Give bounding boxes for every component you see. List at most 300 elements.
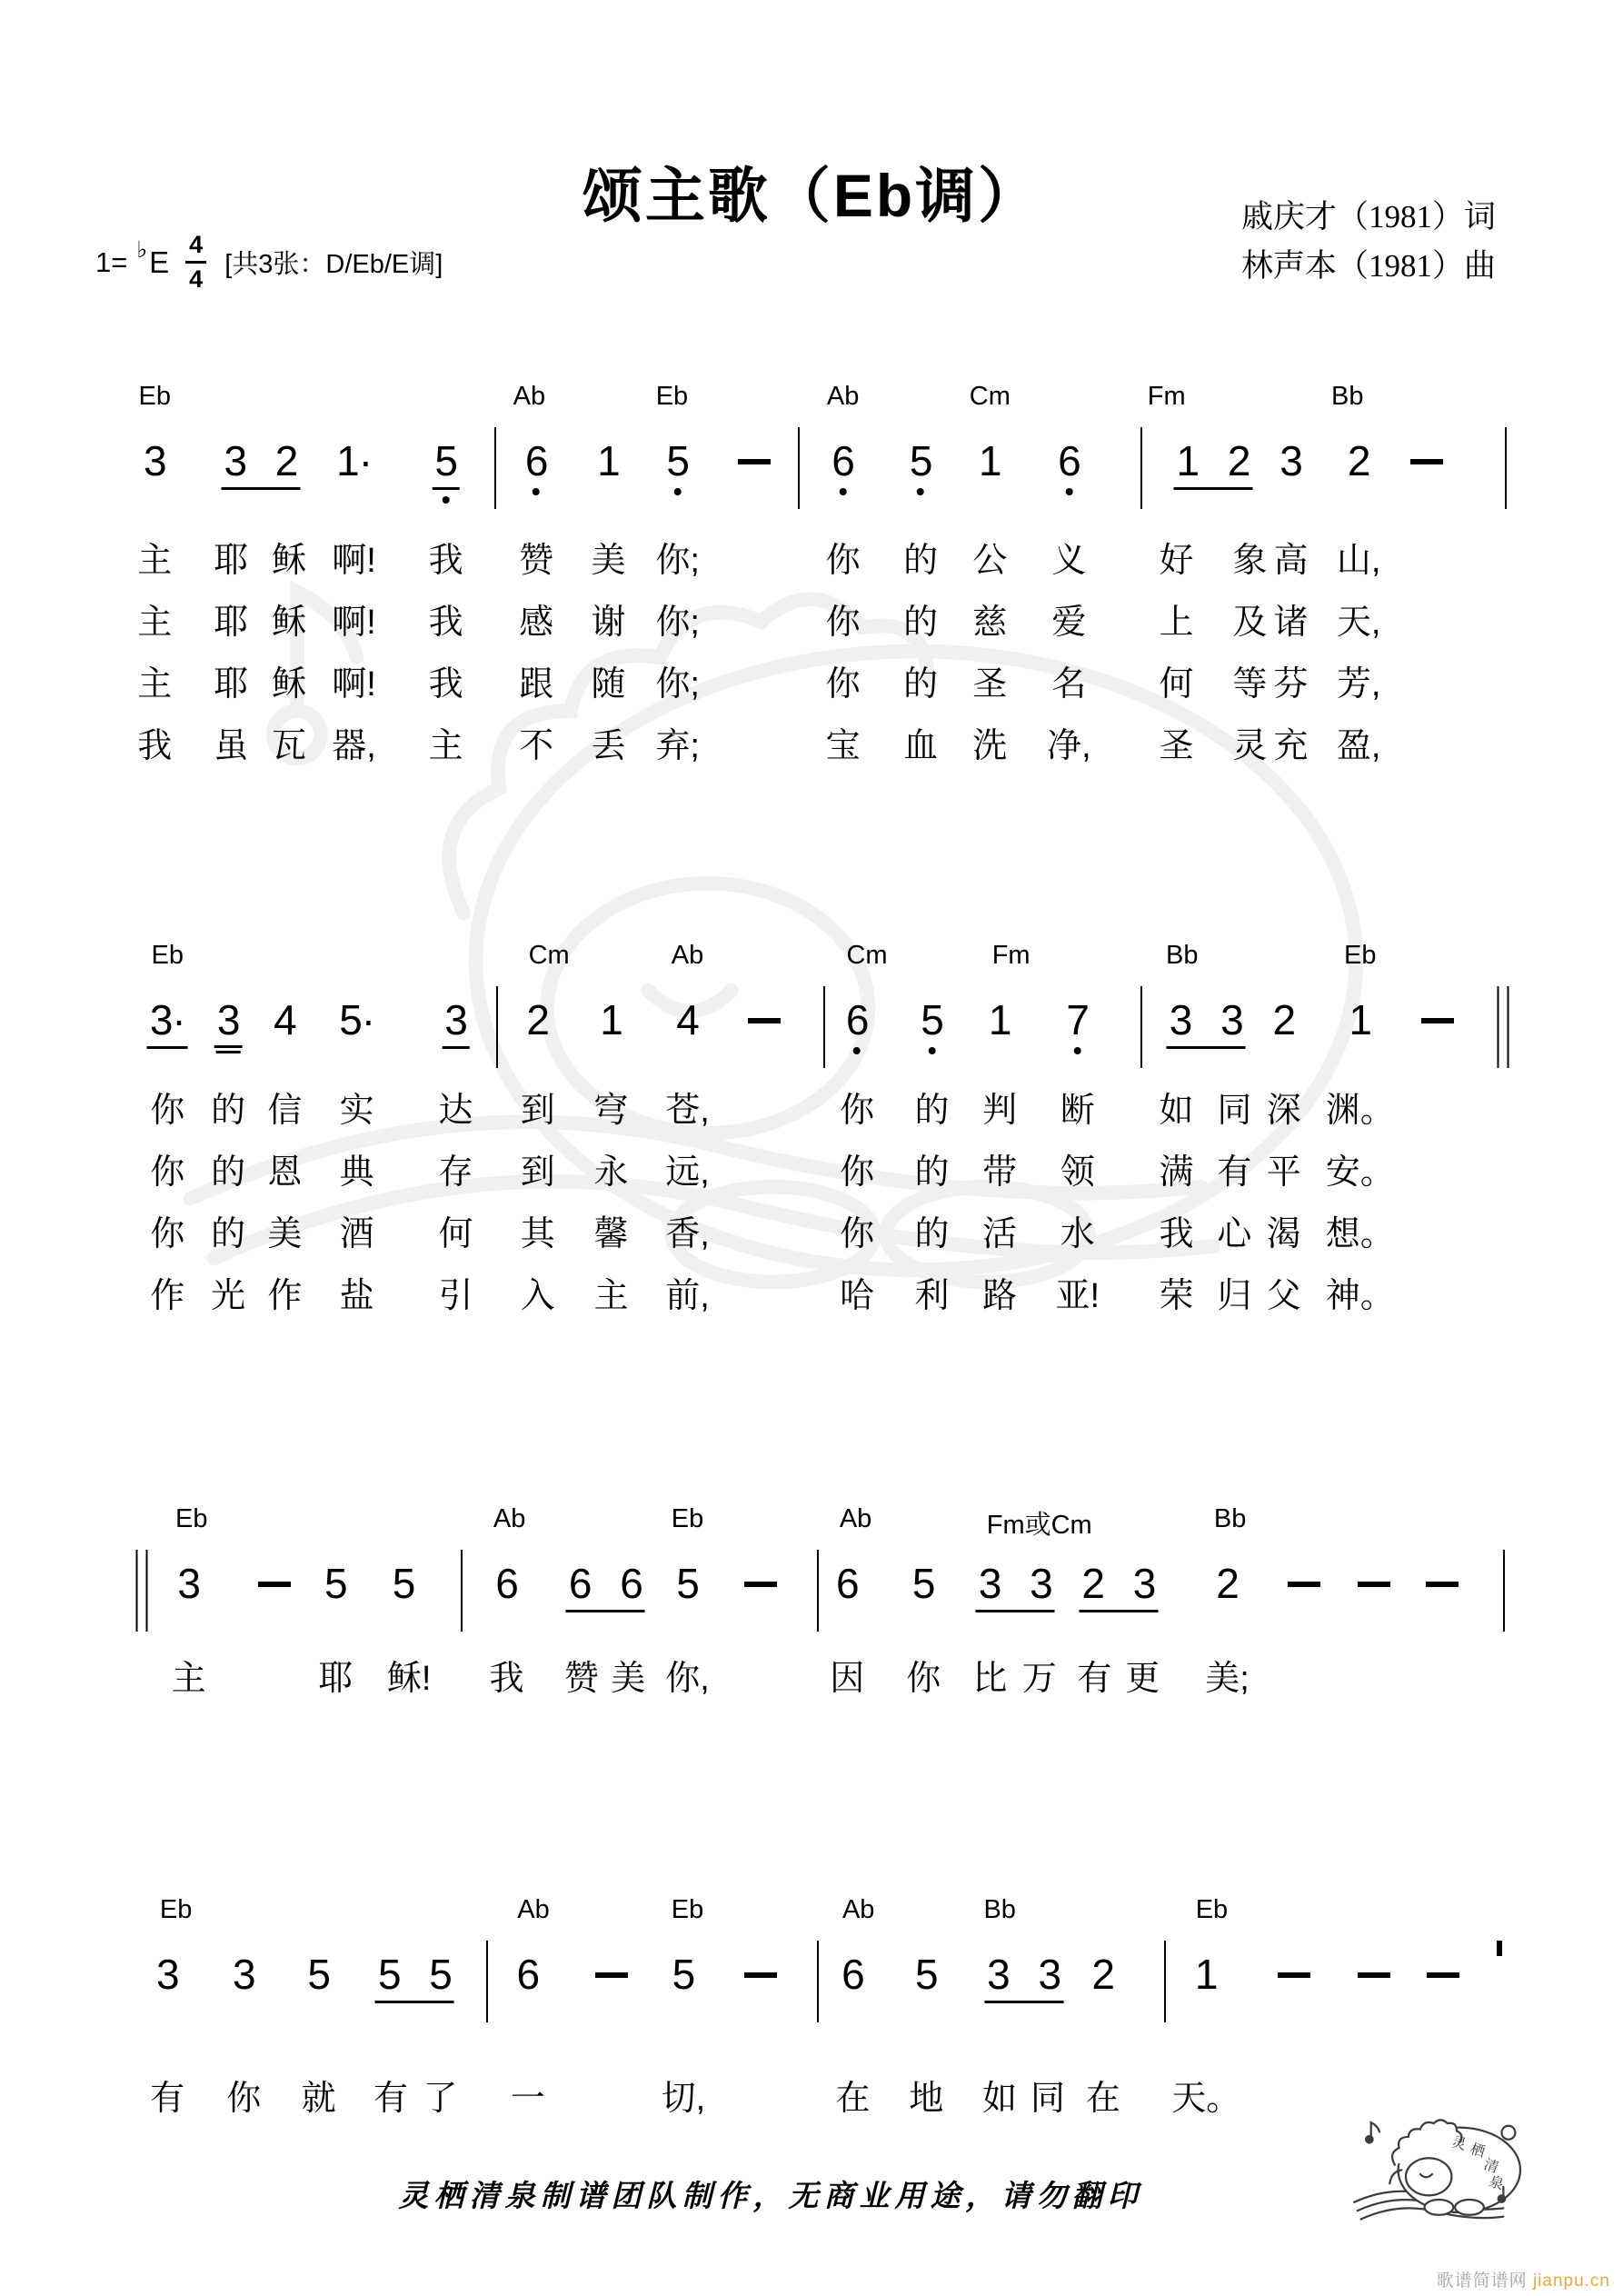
barline bbox=[1503, 1550, 1505, 1632]
lyric-syllable: 上 bbox=[1159, 604, 1194, 642]
lyric-syllable: 作 bbox=[267, 1277, 303, 1315]
note-digits: 1 bbox=[600, 996, 622, 1043]
note-digits: 5 bbox=[676, 1560, 699, 1607]
lyric-syllable: 主 bbox=[137, 542, 173, 580]
chord-label: Ab bbox=[826, 382, 860, 411]
note-digits: 6 bbox=[841, 1951, 864, 1998]
lyric-syllable: 稣 bbox=[272, 665, 307, 704]
lyric-syllable: 的 bbox=[903, 542, 939, 580]
lyric-syllable: 我 bbox=[428, 665, 463, 704]
note-extension-dash bbox=[258, 1582, 291, 1587]
low-octave-dot bbox=[1065, 488, 1072, 495]
lyric-syllable: 瓦 bbox=[272, 727, 307, 765]
lyric-syllable: 判 bbox=[982, 1092, 1018, 1130]
lyric-syllable: 亚! bbox=[1055, 1277, 1100, 1315]
note-digits: 4 bbox=[676, 996, 699, 1043]
chord-label: Bb bbox=[983, 1895, 1016, 1924]
lyric-syllable: 了 bbox=[423, 2080, 458, 2118]
lyric-syllable: 的 bbox=[914, 1215, 950, 1253]
music-system-4 bbox=[95, 1895, 1508, 2122]
lyric-syllable: 赞 bbox=[519, 542, 554, 580]
time-denominator: 4 bbox=[189, 265, 204, 293]
lyric-syllable: 血 bbox=[903, 727, 939, 765]
lyric-syllable: 啊! bbox=[332, 604, 376, 642]
note bbox=[670, 1951, 698, 1998]
note-digits: 1 bbox=[597, 437, 620, 484]
note-extension-dash bbox=[1421, 1018, 1454, 1023]
lyric-syllable: 万 bbox=[1021, 1660, 1057, 1698]
note bbox=[1174, 437, 1253, 490]
lyric-syllable: 美 bbox=[267, 1215, 303, 1253]
lyric-syllable: 在 bbox=[1085, 2080, 1120, 2118]
note bbox=[673, 1560, 702, 1607]
note-digits: 5 5 bbox=[375, 1953, 454, 2003]
note bbox=[523, 437, 551, 495]
chord-label: Eb bbox=[138, 382, 172, 411]
lyric-syllable: 就 bbox=[301, 2080, 336, 2118]
note bbox=[1277, 437, 1305, 484]
lyric-syllable: 切, bbox=[661, 2080, 706, 2118]
time-signature bbox=[185, 233, 206, 292]
barline bbox=[1140, 986, 1142, 1068]
lyric-syllable: 感 bbox=[519, 604, 554, 642]
lyric-syllable: 稣! bbox=[386, 1660, 432, 1698]
lyric-syllable: 跟 bbox=[519, 665, 554, 704]
note-digits: 6 bbox=[1058, 437, 1080, 484]
site-credit bbox=[1437, 2267, 1610, 2291]
publisher-logo-sheep-icon bbox=[1349, 2111, 1539, 2238]
note bbox=[334, 437, 374, 484]
lyric-syllable: 净, bbox=[1047, 727, 1091, 765]
barline bbox=[496, 986, 498, 1068]
note bbox=[673, 996, 702, 1043]
note-digits: 6 bbox=[516, 1951, 540, 1998]
note-digits: 1 bbox=[1194, 1951, 1218, 1998]
lyric-syllable: 带 bbox=[982, 1153, 1018, 1192]
lyric-syllable: 盐 bbox=[339, 1277, 374, 1315]
lyric-syllable: 你 bbox=[150, 1092, 185, 1130]
lyric-syllable: 活 bbox=[982, 1215, 1018, 1253]
barline bbox=[494, 427, 496, 509]
note-extension-dash bbox=[744, 1972, 777, 1978]
note-digits: 3 3 bbox=[984, 1953, 1063, 2003]
lyric-syllable: 圣 bbox=[1159, 727, 1194, 765]
lyric-syllable: 想。 bbox=[1325, 1215, 1395, 1253]
note-extension-dash bbox=[744, 1582, 777, 1587]
lyric-syllable: 虽 bbox=[214, 727, 249, 765]
lyric-syllable: 父 bbox=[1266, 1277, 1301, 1315]
note-digits: 5 bbox=[324, 1560, 347, 1607]
note-digits: 6 bbox=[845, 996, 869, 1043]
lyric-syllable: 我 bbox=[428, 542, 463, 580]
note-digits: 1 bbox=[979, 437, 1001, 484]
lyric-syllable: 谢 bbox=[591, 604, 626, 642]
lyric-syllable: 何 bbox=[438, 1215, 473, 1253]
music-system-2 bbox=[95, 941, 1508, 1332]
lyric-syllable: 主 bbox=[171, 1660, 206, 1698]
lyric-syllable: 恩 bbox=[267, 1153, 303, 1192]
note bbox=[1167, 996, 1246, 1049]
note bbox=[1346, 996, 1374, 1043]
lyric-syllable: 地 bbox=[909, 2080, 944, 2118]
note bbox=[174, 1560, 203, 1607]
note-digits: 3 bbox=[232, 1951, 255, 1998]
note bbox=[976, 1562, 1055, 1612]
logo-char-4: 泉 bbox=[1487, 2173, 1506, 2193]
logo-char-1: 灵 bbox=[1449, 2134, 1468, 2153]
low-octave-dot bbox=[929, 1047, 936, 1054]
note-digits: 2 bbox=[1347, 437, 1370, 484]
lyric-syllable: 路 bbox=[982, 1277, 1018, 1315]
lyric-syllable: 你 bbox=[226, 2080, 262, 2118]
note-extension-dash bbox=[1410, 459, 1443, 464]
lyric-syllable: 稣 bbox=[272, 604, 307, 642]
note-digits: 3 3 bbox=[976, 1562, 1055, 1612]
chord-label: Eb bbox=[159, 1895, 193, 1924]
note-digits: 2 bbox=[1091, 1951, 1114, 1998]
lyric-syllable: 赞 bbox=[563, 1660, 599, 1698]
lyric-syllable: 断 bbox=[1060, 1092, 1095, 1130]
lyric-syllable: 器, bbox=[332, 727, 376, 765]
lyric-syllable: 及 bbox=[1232, 604, 1268, 642]
note bbox=[271, 996, 299, 1043]
chord-label: Eb bbox=[174, 1504, 208, 1533]
lyric-syllable: 满 bbox=[1159, 1153, 1194, 1192]
time-numerator: 4 bbox=[185, 233, 206, 264]
note-digits: 1 bbox=[988, 996, 1011, 1043]
lyric-syllable: 何 bbox=[1159, 665, 1194, 704]
lyric-syllable: 如 bbox=[982, 2080, 1018, 2118]
lyric-syllable: 我 bbox=[489, 1660, 524, 1698]
note-extension-dash bbox=[595, 1972, 628, 1978]
lyric-syllable: 盈, bbox=[1336, 727, 1381, 765]
lyric-syllable: 典 bbox=[339, 1153, 374, 1192]
chord-label: Bb bbox=[1330, 382, 1364, 411]
note bbox=[1089, 1951, 1117, 1998]
lyric-syllable: 耶 bbox=[214, 542, 249, 580]
lyric-syllable: 同 bbox=[1031, 2080, 1066, 2118]
lyric-syllable: 你; bbox=[655, 604, 700, 642]
note bbox=[597, 996, 625, 1043]
lyric-syllable: 天。 bbox=[1171, 2080, 1241, 2118]
note-digits: 3 bbox=[144, 437, 166, 484]
lyric-syllable: 安。 bbox=[1325, 1153, 1395, 1192]
note-digits: 3· bbox=[147, 999, 188, 1049]
lyric-syllable: 神。 bbox=[1325, 1277, 1395, 1315]
lyric-syllable: 不 bbox=[519, 727, 554, 765]
lyric-syllable: 前, bbox=[665, 1277, 710, 1315]
chord-label: Cm bbox=[846, 941, 888, 970]
barline bbox=[1505, 427, 1507, 509]
lyric-syllable: 你 bbox=[825, 604, 861, 642]
note-digits: 3 bbox=[214, 999, 243, 1048]
note bbox=[1063, 996, 1091, 1054]
note-extension-dash bbox=[1358, 1582, 1390, 1587]
lyric-syllable: 的 bbox=[903, 665, 939, 704]
note bbox=[918, 996, 946, 1054]
lyric-syllable: 的 bbox=[211, 1092, 246, 1130]
note bbox=[843, 996, 871, 1054]
chord-label: Eb bbox=[1343, 941, 1377, 970]
lyric-syllable: 等 bbox=[1232, 665, 1268, 704]
note bbox=[912, 1951, 941, 1998]
lyric-syllable: 我 bbox=[137, 727, 173, 765]
note bbox=[910, 1560, 938, 1607]
lyric-syllable: 象 bbox=[1232, 542, 1268, 580]
note bbox=[1213, 1560, 1241, 1607]
note bbox=[1192, 1951, 1220, 1998]
lyric-syllable: 其 bbox=[520, 1215, 555, 1253]
lyric-syllable: 高 bbox=[1273, 542, 1309, 580]
chord-label: Eb bbox=[151, 941, 184, 970]
lyric-syllable: 水 bbox=[1060, 1215, 1095, 1253]
lyric-syllable: 信 bbox=[267, 1092, 303, 1130]
note-digits: 5 bbox=[307, 1951, 330, 1998]
lyric-syllable: 洗 bbox=[972, 727, 1008, 765]
note-digits: 1· bbox=[336, 437, 373, 484]
lyric-syllable: 有 bbox=[1217, 1153, 1252, 1192]
key-prefix: 1= bbox=[95, 245, 128, 278]
note bbox=[829, 437, 857, 495]
lyric-syllable: 同 bbox=[1217, 1092, 1252, 1130]
lyric-syllable: 美 bbox=[611, 1660, 646, 1698]
note bbox=[514, 1951, 543, 1998]
lyric-syllable: 一 bbox=[510, 2080, 545, 2118]
lyric-syllable: 充 bbox=[1273, 727, 1309, 765]
lyric-syllable: 美; bbox=[1205, 1660, 1250, 1698]
lyric-syllable: 弃; bbox=[655, 727, 700, 765]
lyric-syllable: 到 bbox=[520, 1092, 555, 1130]
song-title: 颂主歌（Eb调） bbox=[582, 162, 1041, 230]
lyric-syllable: 比 bbox=[972, 1660, 1008, 1698]
note-digits: 5 bbox=[392, 1560, 415, 1607]
lyric-syllable: 更 bbox=[1125, 1660, 1160, 1698]
note-digits: 3 bbox=[156, 1951, 179, 1998]
note bbox=[523, 996, 552, 1043]
lyric-syllable: 哈 bbox=[840, 1277, 875, 1315]
lyric-syllable: 香, bbox=[665, 1215, 710, 1253]
lyric-syllable: 存 bbox=[438, 1153, 473, 1192]
note bbox=[336, 996, 377, 1043]
lyric-syllable: 你; bbox=[655, 542, 700, 580]
low-octave-dot bbox=[1074, 1047, 1081, 1054]
lyric-syllable: 美 bbox=[591, 542, 626, 580]
note-extension-dash bbox=[1426, 1582, 1459, 1587]
lyric-syllable: 我 bbox=[1159, 1215, 1194, 1253]
lyric-syllable: 你 bbox=[906, 1660, 941, 1698]
chord-label: Bb bbox=[1166, 941, 1199, 970]
lyric-syllable: 灵 bbox=[1232, 727, 1268, 765]
note bbox=[442, 996, 470, 1049]
key-variants-note: [共3张：D/Eb/E调] bbox=[224, 250, 443, 279]
lyric-syllable: 耶 bbox=[318, 1660, 353, 1698]
barline bbox=[798, 427, 800, 509]
lyric-syllable: 耶 bbox=[214, 665, 249, 704]
note-digits: 1 bbox=[1349, 996, 1372, 1043]
footer-note: 灵栖清泉制谱团队制作，无商业用途，请勿翻印 bbox=[398, 2178, 1143, 2213]
note bbox=[493, 1560, 521, 1607]
note bbox=[1270, 996, 1298, 1043]
lyric-syllable: 芬 bbox=[1273, 665, 1309, 704]
barline bbox=[817, 1550, 819, 1632]
music-system-1 bbox=[95, 382, 1508, 773]
lyric-syllable: 芳, bbox=[1336, 665, 1381, 704]
music-system-3 bbox=[95, 1504, 1508, 1722]
barline bbox=[823, 986, 825, 1068]
chord-label: Ab bbox=[517, 1895, 550, 1924]
lyric-syllable: 义 bbox=[1051, 542, 1087, 580]
low-octave-dot bbox=[533, 488, 540, 495]
note-extension-dash bbox=[1427, 1972, 1459, 1978]
lyric-syllable: 你; bbox=[655, 665, 700, 704]
note-digits: 5 bbox=[909, 437, 932, 484]
chord-label: Eb bbox=[655, 382, 689, 411]
note-digits: 5 bbox=[672, 1951, 695, 1998]
barline bbox=[817, 1941, 819, 2022]
note bbox=[432, 437, 460, 504]
flat-sign: ♭ bbox=[136, 236, 148, 263]
lyric-syllable: 作 bbox=[150, 1277, 185, 1315]
note-extension-dash bbox=[1358, 1972, 1390, 1978]
credits bbox=[1241, 193, 1496, 292]
chord-label: Cm bbox=[528, 941, 570, 970]
chord-label: Eb bbox=[1195, 1895, 1229, 1924]
note-digits: 4 bbox=[274, 996, 296, 1043]
lyric-syllable: 慈 bbox=[972, 604, 1008, 642]
chord-label: Eb bbox=[671, 1895, 704, 1924]
chord-label: Ab bbox=[841, 1895, 875, 1924]
lyric-syllable: 主 bbox=[137, 604, 173, 642]
low-octave-dot bbox=[853, 1047, 861, 1054]
chord-label: Bb bbox=[1213, 1504, 1247, 1533]
lyric-syllable: 在 bbox=[835, 2080, 871, 2118]
lyric-syllable: 耶 bbox=[214, 604, 249, 642]
logo-char-3: 清 bbox=[1481, 2157, 1501, 2177]
site-domain: jianpu.cn bbox=[1532, 2271, 1610, 2291]
lyric-syllable: 好 bbox=[1159, 542, 1194, 580]
logo-char-2: 栖 bbox=[1468, 2141, 1487, 2161]
barline bbox=[1140, 427, 1142, 509]
double-barline bbox=[136, 1550, 148, 1632]
barline bbox=[486, 1941, 488, 2022]
lyric-syllable: 有 bbox=[373, 2080, 408, 2118]
chord-label: Ab bbox=[839, 1504, 872, 1533]
note-digits: 5 bbox=[915, 1951, 938, 1998]
lyric-syllable: 深 bbox=[1266, 1092, 1301, 1130]
chord-label: Fm或Cm bbox=[986, 1511, 1092, 1540]
lyric-syllable: 丢 bbox=[591, 727, 626, 765]
chord-label: Ab bbox=[513, 382, 546, 411]
note bbox=[147, 996, 188, 1049]
lyric-syllable: 实 bbox=[339, 1092, 374, 1130]
site-name: 歌谱简谱网 bbox=[1436, 2271, 1528, 2291]
low-octave-dot bbox=[840, 488, 847, 495]
lyric-syllable: 主 bbox=[137, 665, 173, 704]
note-digits: 3 2 bbox=[221, 440, 300, 490]
note-digits: 5· bbox=[339, 996, 375, 1043]
chord-label: Fm bbox=[1147, 382, 1186, 411]
note-digits: 6 6 bbox=[566, 1562, 645, 1612]
lyric-syllable: 你 bbox=[825, 542, 861, 580]
note bbox=[141, 437, 169, 484]
note bbox=[322, 1560, 350, 1607]
note bbox=[984, 1953, 1063, 2003]
note bbox=[976, 437, 1004, 484]
final-barline bbox=[1500, 1941, 1502, 1956]
lyric-syllable: 到 bbox=[520, 1153, 555, 1192]
note-digits: 3 bbox=[442, 999, 470, 1049]
lyric-syllable: 有 bbox=[1077, 1660, 1112, 1698]
lyric-syllable: 光 bbox=[211, 1277, 246, 1315]
barline bbox=[461, 1550, 463, 1632]
note-digits: 6 bbox=[495, 1560, 518, 1607]
lyric-syllable: 主 bbox=[428, 727, 463, 765]
lyric-syllable: 山, bbox=[1336, 542, 1381, 580]
note-digits: 2 bbox=[1216, 1560, 1239, 1607]
chord-label: Eb bbox=[671, 1504, 704, 1533]
note bbox=[833, 1560, 861, 1607]
note bbox=[907, 437, 935, 495]
note-digits: 5 bbox=[666, 437, 689, 484]
note-digits: 2 bbox=[1272, 996, 1296, 1043]
note-digits: 6 bbox=[835, 1560, 859, 1607]
lyric-syllable: 归 bbox=[1217, 1277, 1252, 1315]
lyric-syllable: 天, bbox=[1336, 604, 1381, 642]
lyric-syllable: 因 bbox=[830, 1660, 865, 1698]
low-octave-dot bbox=[443, 496, 450, 504]
lyric-syllable: 穹 bbox=[593, 1092, 629, 1130]
key-letter: E bbox=[149, 245, 170, 279]
lyric-syllable: 酒 bbox=[339, 1215, 374, 1253]
note bbox=[663, 437, 692, 495]
lyric-syllable: 永 bbox=[593, 1153, 629, 1192]
note-digits: 1 2 bbox=[1174, 440, 1253, 490]
note-extension-dash bbox=[748, 1018, 781, 1023]
note-digits: 5 bbox=[921, 996, 943, 1043]
lyric-syllable: 达 bbox=[438, 1092, 473, 1130]
lyric-syllable: 远, bbox=[665, 1153, 710, 1192]
note-digits: 5 bbox=[432, 440, 460, 490]
lyric-syllable: 引 bbox=[438, 1277, 473, 1315]
note-digits: 3 bbox=[177, 1560, 200, 1607]
note-digits: 2 3 bbox=[1079, 1562, 1158, 1612]
lyric-syllable: 入 bbox=[520, 1277, 555, 1315]
note bbox=[594, 437, 622, 484]
barline bbox=[1164, 1941, 1166, 2022]
note-extension-dash bbox=[738, 459, 771, 464]
note bbox=[566, 1562, 645, 1612]
lyric-syllable: 利 bbox=[914, 1277, 950, 1315]
note-digits: 2 bbox=[526, 996, 549, 1043]
note bbox=[1345, 437, 1373, 484]
lyric-syllable: 心 bbox=[1217, 1215, 1252, 1253]
note bbox=[390, 1560, 418, 1607]
note bbox=[304, 1951, 333, 1998]
lyric-syllable: 的 bbox=[914, 1092, 950, 1130]
note-digits: 5 bbox=[911, 1560, 935, 1607]
note-digits: 3 3 bbox=[1167, 999, 1246, 1049]
note bbox=[214, 996, 243, 1048]
note bbox=[230, 1951, 258, 1998]
lyric-syllable: 的 bbox=[914, 1153, 950, 1192]
lyric-syllable: 你, bbox=[665, 1660, 710, 1698]
note bbox=[1055, 437, 1083, 495]
lyric-syllable: 的 bbox=[903, 604, 939, 642]
note bbox=[375, 1953, 454, 2003]
note bbox=[986, 996, 1014, 1043]
lyric-syllable: 你 bbox=[150, 1153, 185, 1192]
note-digits: 3 bbox=[1279, 437, 1302, 484]
